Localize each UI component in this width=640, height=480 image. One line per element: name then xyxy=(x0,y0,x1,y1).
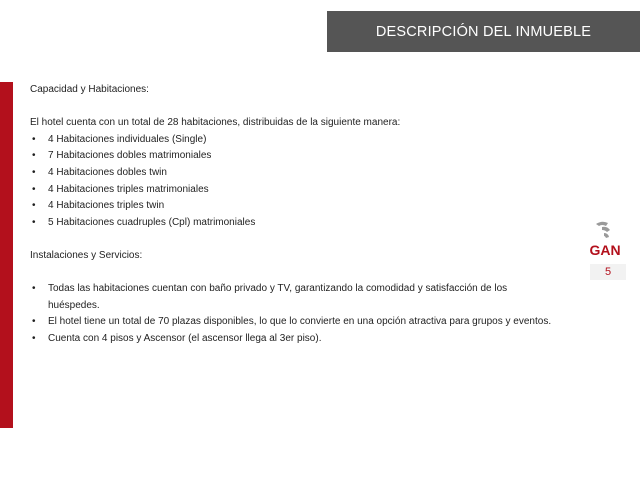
list-item: • 4 Habitaciones triples matrimoniales xyxy=(30,182,560,199)
list-item: • 4 Habitaciones individuales (Single) xyxy=(30,132,560,149)
spacer xyxy=(30,265,560,282)
gan-logo xyxy=(588,220,622,258)
services-heading: Instalaciones y Servicios: xyxy=(30,249,143,261)
capacity-intro: El hotel cuenta con un total de 28 habitaciones, distribuidas de la siguiente manera: xyxy=(30,117,401,129)
list-item: • 4 Habitaciones dobles twin xyxy=(30,165,560,182)
services-list xyxy=(30,281,560,347)
list-item: • El hotel tiene un total de 70 plazas disponibles, lo que lo convierte en una opción atractiva para grupos y eventos. xyxy=(30,314,560,331)
list-item: • 5 Habitaciones cuadruples (Cpl) matrimoniales xyxy=(30,215,560,232)
capacity-heading: Capacidad y Habitaciones: xyxy=(30,84,149,95)
list-item: • 4 Habitaciones triples twin xyxy=(30,198,560,215)
logo-text: GAN xyxy=(589,242,621,258)
list-item: • 7 Habitaciones dobles matrimoniales xyxy=(30,148,560,165)
room-list xyxy=(30,132,560,232)
section-header xyxy=(327,11,640,52)
spacer xyxy=(30,231,560,248)
main-content xyxy=(30,82,560,348)
left-accent-bar xyxy=(0,82,13,428)
list-item: • Cuenta con 4 pisos y Ascensor (el ascensor llega al 3er piso). xyxy=(30,331,560,348)
page-number: 5 xyxy=(590,264,626,280)
page-title: DESCRIPCIÓN DEL INMUEBLE xyxy=(375,23,592,40)
spacer xyxy=(30,99,560,116)
gan-logo-icon xyxy=(588,220,622,258)
list-item: • Todas las habitaciones cuentan con baño privado y TV, garantizando la comodidad y satisfacción de los huéspedes. xyxy=(30,281,560,314)
